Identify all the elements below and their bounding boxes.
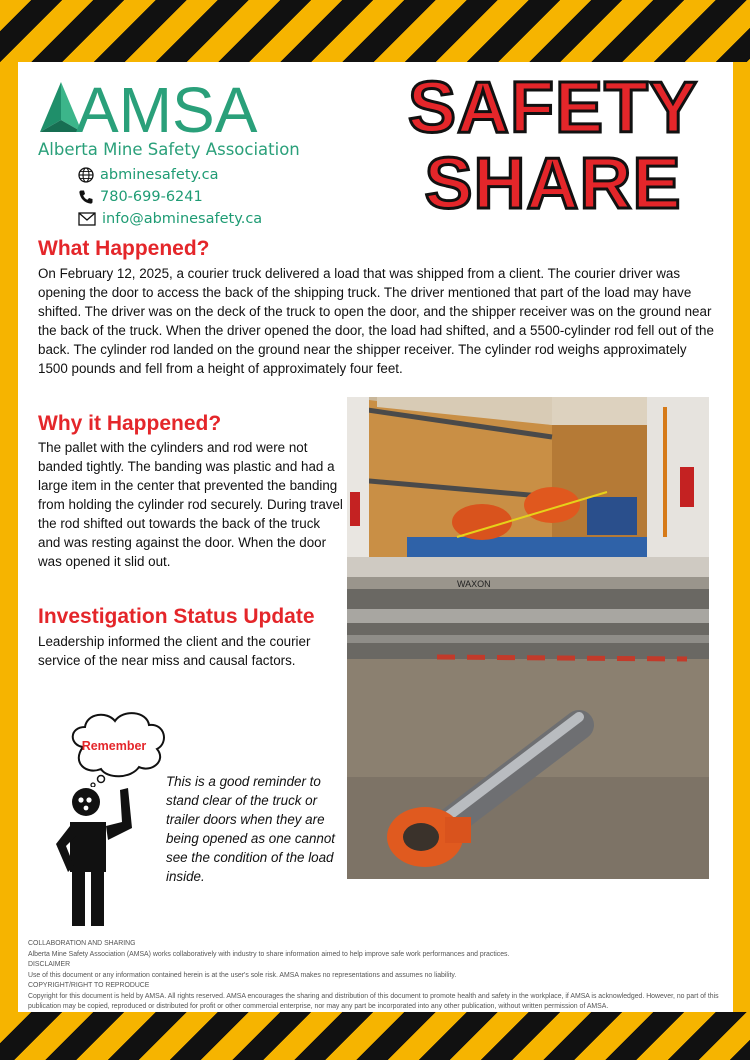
- investigation-heading: Investigation Status Update: [38, 605, 315, 628]
- phone-number[interactable]: 780-699-6241: [100, 189, 203, 205]
- footer-disclaimer-heading: DISCLAIMER: [28, 961, 71, 968]
- contact-list: [78, 164, 262, 230]
- email-address[interactable]: info@abminesafety.ca: [102, 211, 263, 227]
- liftgate-label: WAXON: [457, 579, 491, 589]
- association-name: Alberta Mine Safety Association: [38, 140, 300, 159]
- footer-disclaimer-text: Use of this document or any information contained herein is at the user's sole risk. AMSA makes no representations and assumes no liability.: [28, 971, 457, 979]
- safety-share-title: [393, 70, 713, 222]
- phone-icon: [78, 189, 94, 205]
- reminder-text: This is a good reminder to stand clear of the truck or trailer doors when they are being opened as one cannot see the condition of the load inside.: [166, 774, 336, 884]
- investigation-body: Leadership informed the client and the courier service of the near miss and causal factors.: [38, 634, 311, 668]
- globe-icon: [78, 167, 94, 183]
- footer-copyright-heading: COPYRIGHT/RIGHT TO REPRODUCE: [28, 982, 150, 989]
- hazard-stripe-top: [0, 0, 750, 62]
- title-line-1: SAFETY: [407, 68, 699, 148]
- contact-phone[interactable]: [78, 186, 262, 208]
- contact-email[interactable]: [78, 208, 262, 230]
- what-happened-body: On February 12, 2025, a courier truck delivered a load that was shipped from a client. The courier driver was opening the door to access the back of the shipping truck. The driver mentioned that part of the load may have shifted. The driver was on the deck of the truck to open the door, and the shipper receiver was on the ground near the back of the truck. When the driver opened the door, the load had shifted, and a 5500-cylinder rod fell out of the back. The cylinder rod landed on the ground near the shipper receiver. The cylinder rod weighs approximately 1500 pounds and fell from a height of approximately four feet.: [38, 266, 714, 376]
- thinking-person-icon: [48, 782, 148, 932]
- logo-wordmark: AMSA: [76, 74, 258, 146]
- safety-share-sheet: [18, 62, 733, 1012]
- envelope-icon: [78, 212, 96, 226]
- contact-website[interactable]: [78, 164, 262, 186]
- remember-label: Remember: [81, 739, 147, 753]
- footer-disclaimer: [28, 939, 728, 1013]
- incident-photo: [347, 397, 709, 879]
- title-line-2: SHARE: [424, 144, 682, 224]
- what-happened-heading: What Happened?: [38, 237, 210, 260]
- footer-collab-heading: COLLABORATION AND SHARING: [28, 940, 136, 947]
- why-happened-heading: Why it Happened?: [38, 412, 222, 435]
- website-link[interactable]: abminesafety.ca: [100, 167, 219, 183]
- hazard-stripe-bottom: [0, 1012, 750, 1060]
- footer-collab-text: Alberta Mine Safety Association (AMSA) works collaboratively with industry to share information aimed to help improve safe work performances and practices.: [28, 950, 510, 958]
- footer-copyright-text: Copyright for this document is held by AMSA. All rights reserved. AMSA encourages the sharing and distribution of this document to promote health and safety in the workplace, if AMSA is acknowledged. However, no part of this publication may be copied, reproduced or distributed for profit or other commercial enterprise, nor may any part be incorporated into any other publication, without written permission of AMSA.: [28, 992, 719, 1010]
- truck-cylinder-rod-photo: [347, 397, 709, 879]
- why-happened-body: The pallet with the cylinders and rod were not banded tightly. The banding was plastic and had a large item in the center that prevented the banding from holding the cylinder rod securely. During travel the rod shifted out towards the back of the truck and was resting against the door. When the door was opened it slid out.: [38, 440, 343, 569]
